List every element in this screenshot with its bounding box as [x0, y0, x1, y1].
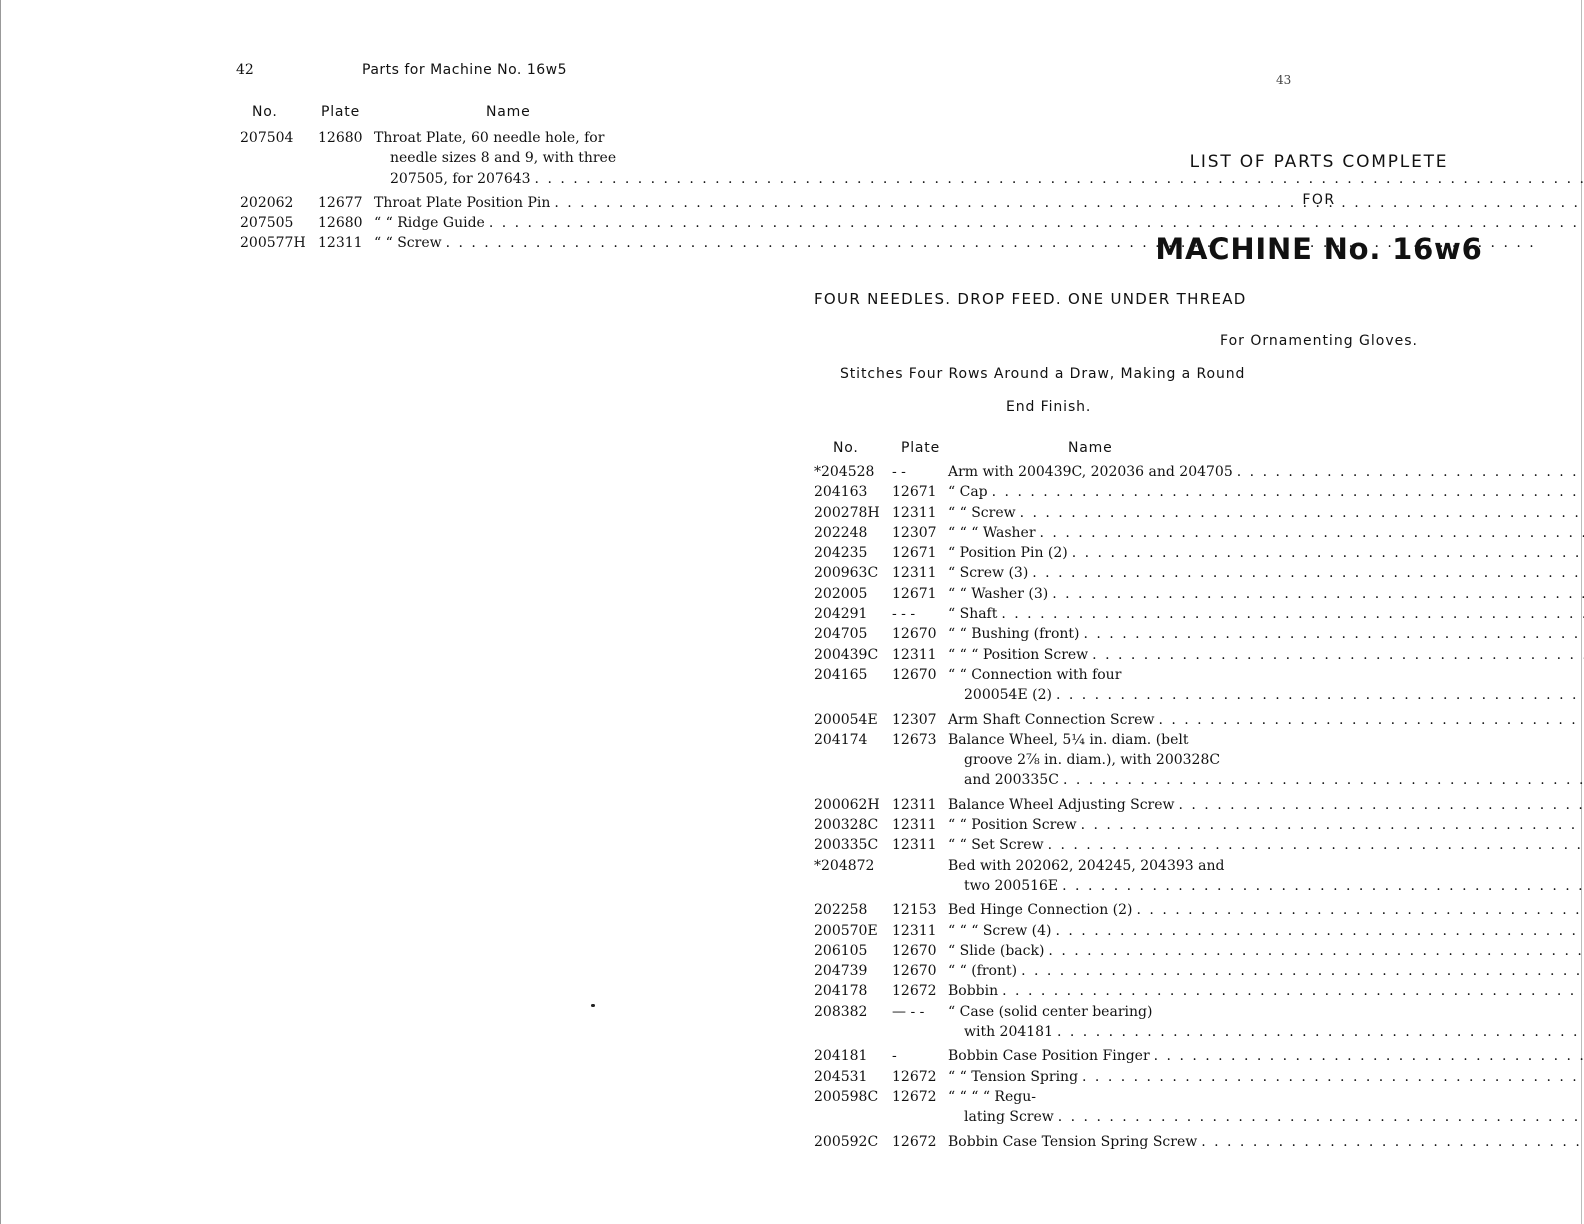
part-name-line: 200054E (2) [964, 687, 1052, 704]
leader-dots [1032, 563, 1584, 583]
part-name [948, 730, 1584, 791]
leader-dots [1040, 523, 1584, 543]
part-row [814, 795, 1240, 815]
part-number: 204739 [814, 963, 868, 980]
part-name-line: “ “ Set Screw [948, 837, 1044, 854]
part-number: 200577H [240, 235, 306, 252]
part-name [948, 645, 1584, 665]
part-number: 207505 [240, 215, 294, 232]
part-name-line: Balance Wheel, 5¼ in. diam. (belt [948, 731, 1189, 748]
stitch-description-line1: Stitches Four Rows Around a Draw, Making a Round [840, 366, 1246, 382]
part-name [948, 815, 1584, 835]
part-name-line: and 200335C [964, 772, 1059, 789]
left-parts-list [240, 128, 660, 254]
part-name-line: “ “ Washer (3) [948, 585, 1049, 602]
part-name-line: Bed Hinge Connection (2) [948, 902, 1133, 919]
plate-number: 12673 [892, 731, 937, 748]
plate-number: 12672 [892, 983, 937, 1000]
plate-number: 12672 [892, 1088, 937, 1105]
part-name-line: “ “ Screw [948, 504, 1016, 521]
running-head: Parts for Machine No. 16w5 [362, 62, 568, 78]
leader-dots [1021, 961, 1584, 981]
column-header-plate: Plate [321, 104, 361, 120]
leader-dots [1001, 604, 1584, 624]
part-number: 200598C [814, 1088, 879, 1105]
machine-subtitle: FOUR NEEDLES. DROP FEED. ONE UNDER THREAD [814, 290, 1247, 308]
part-row [814, 1067, 1240, 1087]
part-name [948, 1002, 1584, 1043]
title-list-of-parts: LIST OF PARTS COMPLETE [1189, 152, 1449, 172]
part-row [814, 1132, 1240, 1152]
plate-number: 12307 [892, 524, 937, 541]
part-number: 200570E [814, 922, 878, 939]
part-number: 202005 [814, 585, 868, 602]
part-name-line: “ Position Pin (2) [948, 545, 1068, 562]
part-name-line: “ “ “ Screw (4) [948, 922, 1052, 939]
machine-purpose: For Ornamenting Gloves. [1220, 333, 1418, 349]
part-name-line: Arm Shaft Connection Screw [948, 711, 1155, 728]
part-name-line: 207505, for 207643 [390, 170, 531, 187]
part-name-line: “ “ Tension Spring [948, 1068, 1079, 1085]
part-name-line: “ “ Connection with four [948, 666, 1122, 683]
part-row [814, 584, 1240, 604]
part-row [240, 128, 660, 189]
leader-dots [1002, 981, 1584, 1001]
plate-number: - [892, 1048, 897, 1065]
part-number: 204163 [814, 484, 868, 501]
right-page [790, 0, 1584, 1224]
part-name [948, 856, 1584, 897]
part-name [948, 795, 1584, 815]
part-number: 202258 [814, 902, 868, 919]
part-number: 202248 [814, 524, 868, 541]
plate-number: 12153 [892, 902, 937, 919]
part-row [814, 645, 1240, 665]
part-row [814, 835, 1240, 855]
part-number: 200439C [814, 646, 879, 663]
right-parts-list [814, 462, 1240, 1152]
part-row [814, 1046, 1240, 1066]
plate-number: 12671 [892, 585, 937, 602]
part-name [948, 543, 1584, 563]
part-row [814, 921, 1240, 941]
plate-number: 12670 [892, 942, 937, 959]
plate-number: 12311 [892, 817, 937, 834]
part-row [814, 710, 1240, 730]
part-name [948, 462, 1584, 482]
part-name-line: needle sizes 8 and 9, with three [390, 150, 617, 167]
plate-number: - - [892, 464, 906, 480]
part-row [814, 815, 1240, 835]
part-row [814, 503, 1240, 523]
leader-dots [1056, 685, 1584, 705]
part-name-line: “ Slide (back) [948, 942, 1045, 959]
part-number: *204528 [814, 464, 875, 480]
part-number: 204181 [814, 1048, 868, 1065]
page-number-left: 42 [236, 62, 254, 78]
leader-dots [1072, 543, 1584, 563]
part-name-line: two 200516E [964, 877, 1059, 894]
part-row [814, 462, 1240, 482]
part-name-line: “ “ Screw [374, 235, 442, 252]
leader-dots [1154, 1046, 1584, 1066]
part-name [948, 563, 1584, 583]
left-page [0, 0, 790, 1224]
part-row [814, 523, 1240, 543]
part-name-line: “ “ Ridge Guide [374, 215, 485, 232]
part-name-line: “ Case (solid center bearing) [948, 1003, 1153, 1020]
plate-number: — - - [892, 1003, 925, 1020]
plate-number: 12672 [892, 1133, 937, 1150]
part-name-line: with 204181 [964, 1024, 1053, 1041]
part-number: 200054E [814, 711, 878, 728]
plate-number: 12311 [892, 922, 937, 939]
part-name-line: groove 2⅞ in. diam.), with 200328C [964, 752, 1221, 769]
part-name-line: Arm with 200439C, 202036 and 204705 [948, 464, 1233, 480]
column-header-name: Name [486, 104, 531, 120]
part-number: 204705 [814, 626, 868, 643]
stitch-description-line2: End Finish. [1006, 399, 1092, 415]
plate-number: 12671 [892, 484, 937, 501]
leader-dots [1020, 503, 1584, 523]
part-name-line: Balance Wheel Adjusting Screw [948, 796, 1175, 813]
part-name-line: Throat Plate Position Pin [374, 194, 551, 211]
part-number: 204531 [814, 1068, 868, 1085]
plate-number: 12670 [892, 626, 937, 643]
part-name [948, 624, 1584, 644]
part-name [948, 482, 1584, 502]
part-name-line: “ “ “ “ Regu- [948, 1088, 1036, 1105]
part-number: 206105 [814, 942, 868, 959]
plate-number: 12311 [892, 646, 937, 663]
part-number: 204178 [814, 983, 868, 1000]
part-number: 200963C [814, 565, 879, 582]
leader-dots [1052, 584, 1584, 604]
plate-number: 12671 [892, 545, 937, 562]
plate-number: 12670 [892, 666, 937, 683]
part-name [948, 1046, 1584, 1066]
plate-number: 12307 [892, 711, 937, 728]
column-header-plate-right: Plate [901, 440, 941, 456]
part-name [948, 604, 1584, 624]
part-name [948, 921, 1584, 941]
part-row [814, 543, 1240, 563]
column-header-no-right: No. [833, 440, 859, 456]
part-name-line: “ “ (front) [948, 963, 1018, 980]
part-name [948, 665, 1584, 706]
plate-number: 12311 [892, 837, 937, 854]
part-name [948, 523, 1584, 543]
column-header-no: No. [252, 104, 278, 120]
plate-number: 12672 [892, 1068, 937, 1085]
leader-dots [1063, 770, 1584, 790]
leader-dots [1081, 815, 1584, 835]
plate-number: 12680 [318, 215, 363, 232]
part-row [814, 665, 1240, 706]
part-number: 204174 [814, 731, 868, 748]
part-number: 202062 [240, 194, 294, 211]
part-number: 208382 [814, 1003, 868, 1020]
part-row [814, 624, 1240, 644]
page-number-right: 43 [1276, 73, 1292, 87]
part-name-line: Throat Plate, 60 needle hole, for [374, 130, 605, 146]
part-name-line: “ Screw (3) [948, 565, 1029, 582]
plate-number: 12311 [318, 235, 363, 252]
part-number: 200335C [814, 837, 879, 854]
leader-dots [1179, 795, 1584, 815]
part-row [814, 730, 1240, 791]
part-name-line: “ Cap [948, 484, 988, 501]
leader-dots [1158, 710, 1584, 730]
part-name [948, 584, 1584, 604]
leader-dots [1201, 1132, 1584, 1152]
leader-dots [1092, 645, 1584, 665]
part-name [948, 1067, 1584, 1087]
leader-dots [1048, 941, 1584, 961]
leader-dots [1237, 462, 1584, 482]
part-name-line: Bobbin [948, 983, 999, 1000]
part-name-line: Bobbin Case Tension Spring Screw [948, 1133, 1198, 1150]
part-number: 204165 [814, 666, 868, 683]
plate-number [892, 856, 948, 897]
leader-dots [1082, 1067, 1584, 1087]
leader-dots [1048, 835, 1584, 855]
part-number: 207504 [240, 130, 294, 146]
part-name-line: Bed with 202062, 204245, 204393 and [948, 857, 1225, 874]
part-row [240, 233, 660, 253]
title-for: FOR [1302, 192, 1336, 208]
part-name [948, 900, 1584, 920]
part-row [814, 1002, 1240, 1043]
title-machine: MACHINE No. 16w6 [1155, 232, 1483, 266]
part-row [814, 941, 1240, 961]
part-name-line: “ Shaft [948, 606, 998, 623]
plate-number: 12311 [892, 504, 937, 521]
part-name [948, 981, 1584, 1001]
part-row [814, 856, 1240, 897]
leader-dots [1084, 624, 1584, 644]
plate-number: 12677 [318, 194, 363, 211]
part-number: 204291 [814, 606, 868, 623]
part-row [240, 193, 660, 213]
part-row [814, 563, 1240, 583]
leader-dots [1058, 1107, 1584, 1127]
part-row [814, 482, 1240, 502]
part-name [948, 961, 1584, 981]
part-row [814, 1087, 1240, 1128]
part-row [814, 981, 1240, 1001]
part-number: 200278H [814, 504, 880, 521]
part-row [814, 900, 1240, 920]
leader-dots [1056, 921, 1584, 941]
part-number: 200328C [814, 817, 879, 834]
leader-dots [1057, 1022, 1584, 1042]
plate-number: - - - [892, 606, 916, 623]
part-name [948, 503, 1584, 523]
part-name [948, 941, 1584, 961]
part-name [948, 835, 1584, 855]
part-number: 200592C [814, 1133, 879, 1150]
scan-speck [591, 1004, 595, 1007]
part-name-line: “ “ “ Position Screw [948, 646, 1089, 663]
leader-dots [1137, 900, 1584, 920]
part-number: 204235 [814, 545, 868, 562]
part-row [240, 213, 660, 233]
part-name-line: Bobbin Case Position Finger [948, 1048, 1150, 1065]
part-row [814, 961, 1240, 981]
part-name-line: “ “ Bushing (front) [948, 626, 1080, 643]
part-name-line: “ “ “ Washer [948, 524, 1036, 541]
part-row [814, 604, 1240, 624]
part-name [948, 710, 1584, 730]
part-number: 200062H [814, 796, 880, 813]
part-name [948, 1087, 1584, 1128]
plate-number: 12670 [892, 963, 937, 980]
part-number: *204872 [814, 857, 875, 874]
leader-dots [992, 482, 1584, 502]
part-name-line: lating Screw [964, 1109, 1054, 1126]
plate-number: 12680 [318, 130, 363, 146]
part-name-line: “ “ Position Screw [948, 817, 1077, 834]
part-name [948, 1132, 1584, 1152]
plate-number: 12311 [892, 565, 937, 582]
plate-number: 12311 [892, 796, 937, 813]
leader-dots [1062, 876, 1584, 896]
column-header-name-right: Name [1068, 440, 1113, 456]
